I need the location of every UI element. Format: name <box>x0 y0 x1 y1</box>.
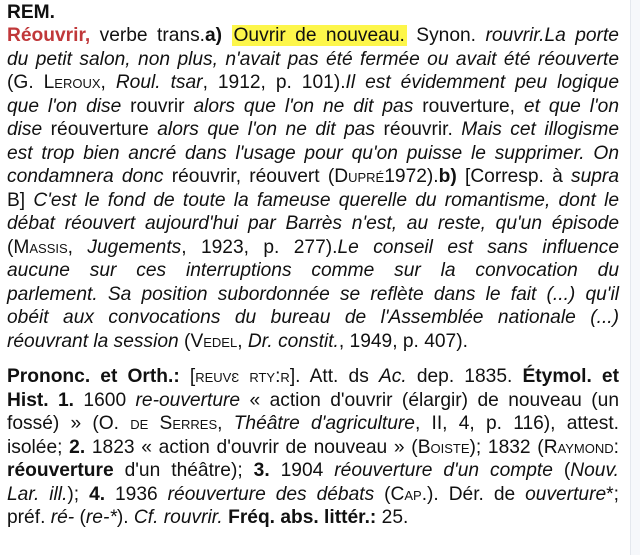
sense-b-label: b) <box>438 166 457 187</box>
phonetic-transcription: reuvɛ rty:r <box>195 366 290 387</box>
quote-text: condamnera donc <box>7 166 172 187</box>
word-form: réouvrir, réouvert ( <box>171 166 335 187</box>
citation-text: , <box>237 331 248 352</box>
work-title: Théâtre d'agriculture <box>233 413 415 434</box>
author-name: Massis <box>13 237 68 258</box>
etymology-text: ( <box>74 507 86 528</box>
quote-line <box>7 212 619 235</box>
word-form: re-ouverture <box>135 390 241 411</box>
etymology-text: 1904 <box>269 460 335 481</box>
etymology-text: fossé) » (O. <box>7 413 131 434</box>
etymology-text: isolée; <box>7 437 70 458</box>
etymology-label: Étymol. et <box>522 366 619 387</box>
etymology-text: ( <box>374 484 391 505</box>
quote-text: alors que l'on ne dit pas <box>193 96 423 117</box>
frequency-value: 25. <box>376 507 409 528</box>
source-abbrev: Ac. <box>378 366 407 387</box>
etymology-text: ( <box>552 460 571 481</box>
etymology-text: *; <box>606 484 619 505</box>
reference-text: B] <box>7 190 34 211</box>
quote-text: est trop bien ancré dans l'usage pour qu'on puisse le supprimer. On <box>7 143 619 164</box>
etymology-text: ). Dér. de <box>427 484 526 505</box>
etymology-line <box>7 389 619 412</box>
quote-text: que l'on dise <box>7 96 131 117</box>
word-form: réouverture <box>7 460 114 481</box>
reference-text: supra <box>571 166 619 187</box>
citation-line <box>7 236 619 259</box>
cross-reference: Cf. rouvrir. <box>133 507 223 528</box>
etymology-text: d'un théâtre); <box>113 460 254 481</box>
quote-text: Le conseil est sans influence <box>337 237 620 258</box>
etymology-line <box>7 459 619 482</box>
citation-text: 1972). <box>384 166 439 187</box>
etymology-line <box>7 436 619 459</box>
headword: Réouvrir, <box>7 25 91 46</box>
citation-line <box>7 71 619 94</box>
word-form: réouverture des débats <box>167 484 375 505</box>
quote-text: La porte <box>544 25 619 46</box>
quote-text: dise <box>7 119 51 140</box>
quote-line <box>7 283 619 306</box>
etymology-line <box>7 412 619 435</box>
quote-text: du petit salon, non plus, n'avait pas été fermée ou avait été réouverte <box>7 49 619 70</box>
citation-text: , <box>67 237 88 258</box>
word-form: réouvrir. <box>383 119 462 140</box>
quote-text: C'est le fond de toute la fameuse querelle du romantisme, dont le <box>33 190 619 211</box>
sense-number: 3. <box>253 460 270 481</box>
etymology-text: ). <box>116 507 134 528</box>
word-form: réouverture d'un compte <box>334 460 553 481</box>
etymology-line <box>7 483 619 506</box>
etymology-text: ); <box>67 484 90 505</box>
etymology-text: 1600 <box>74 390 136 411</box>
etymology-text: [ <box>179 366 196 387</box>
etymology-text: : <box>613 437 619 458</box>
highlighted-definition: Ouvrir de nouveau. <box>233 25 405 46</box>
quote-text: parlement. Sa position subordonnée se reflète dans le fait (...) qu'il <box>7 284 619 305</box>
citation-text: , 1949, p. 407). <box>338 331 468 352</box>
author-name: Raymond <box>543 437 614 458</box>
author-name: Dupré <box>334 166 385 187</box>
synonym-value: rouvrir. <box>485 25 545 46</box>
author-name: de Serres <box>130 413 218 434</box>
source-abbrev: Lar. ill. <box>7 484 68 505</box>
etymology-text: ); 1832 ( <box>469 437 544 458</box>
quote-line <box>7 48 619 71</box>
part-of-speech: verbe trans. <box>99 25 206 46</box>
quote-text: obéit aux convocations du bureau de l'Assemblée nationale (...) <box>7 307 619 328</box>
citation-text: (G. <box>7 72 44 93</box>
page-edge-border <box>630 0 631 555</box>
quote-text: Il est évidemment peu logique <box>345 72 619 93</box>
word-form: ré- <box>50 507 75 528</box>
citation-line <box>7 330 619 353</box>
etymology-text: 1936 <box>105 484 168 505</box>
quote-line <box>7 189 619 212</box>
quote-text: aucune sur ces interruptions comme sur la convocation du <box>7 260 619 281</box>
quote-text: Mais cet illogisme <box>461 119 619 140</box>
synonym-label: Synon. <box>416 25 477 46</box>
section-title: REM. <box>7 2 55 23</box>
etymology-text: dep. 1835. <box>406 366 523 387</box>
etymology-text: 1823 « action d'ouvrir de nouveau » ( <box>85 437 418 458</box>
word-form: ouverture <box>525 484 607 505</box>
quote-line <box>7 95 619 118</box>
etymology-text: , II, 4, p. 116), attest. <box>414 413 619 434</box>
etymology-text: ]. Att. ds <box>289 366 379 387</box>
quote-text: et que l'on <box>523 96 619 117</box>
quote-line <box>7 165 619 188</box>
frequency-label: Fréq. abs. littér.: <box>228 507 377 528</box>
citation-text: ( <box>178 331 191 352</box>
author-name: Boiste <box>417 437 470 458</box>
work-title: Dr. constit. <box>247 331 339 352</box>
etymology-text: « action d'ouvrir (élargir) de nouveau (un <box>240 390 619 411</box>
work-title: Roul. tsar <box>115 72 203 93</box>
citation-text: ( <box>7 237 14 258</box>
author-name: Vedel <box>190 331 238 352</box>
author-name: Cap. <box>390 484 428 505</box>
citation-text: , <box>100 72 116 93</box>
word-form: rouverture, <box>422 96 524 117</box>
sense-number: 2. <box>69 437 86 458</box>
etymology-label: Hist. 1. <box>7 390 75 411</box>
word-form: re-* <box>85 507 117 528</box>
source-abbrev: Nouv. <box>570 460 619 481</box>
frequency-line <box>7 506 619 529</box>
quote-text: débat réouvert aujourd'hui par Barrès n'est, au reste, qu'un épisode <box>7 213 619 234</box>
word-form: rouvrir <box>130 96 194 117</box>
etymology-text: , <box>217 413 234 434</box>
work-title: Jugements <box>87 237 182 258</box>
pronunciation-label: Prononc. et Orth.: <box>7 366 180 387</box>
citation-text: , 1923, p. 277). <box>181 237 338 258</box>
quote-line <box>7 142 619 165</box>
word-form: réouverture <box>50 119 158 140</box>
etymology-text: préf. <box>7 507 51 528</box>
citation-text: , 1912, p. 101). <box>202 72 346 93</box>
citation-text: [Corresp. à <box>456 166 571 187</box>
pronunciation-line <box>7 365 619 388</box>
quote-text: réouvrant la session <box>7 331 179 352</box>
sense-a-label: a) <box>205 25 223 46</box>
page-edge-fill <box>631 0 640 555</box>
definition-line <box>7 24 619 47</box>
quote-line <box>7 118 619 141</box>
quote-text: alors que l'on ne dit pas <box>157 119 384 140</box>
sense-number: 4. <box>89 484 106 505</box>
author-name: Leroux <box>43 72 101 93</box>
quote-line <box>7 306 619 329</box>
quote-line <box>7 259 619 282</box>
